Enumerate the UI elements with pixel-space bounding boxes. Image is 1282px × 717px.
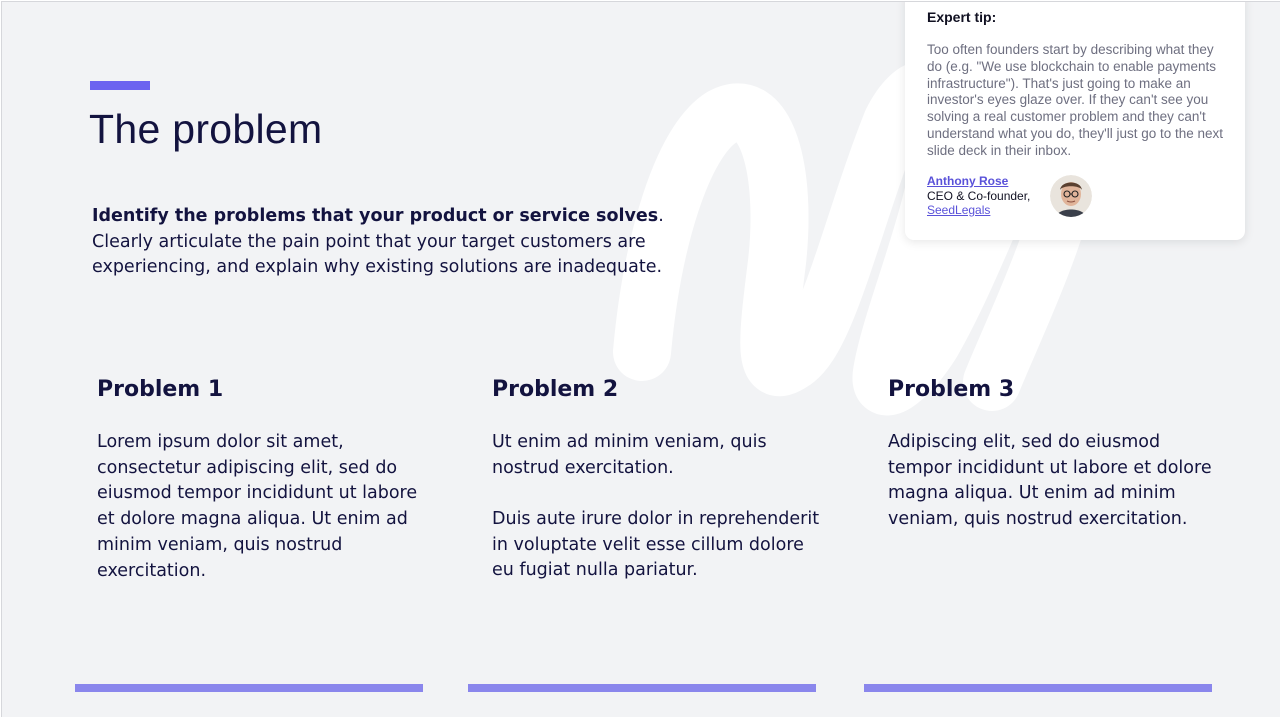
expert-tip-author bbox=[927, 174, 1030, 218]
page-title: The problem bbox=[89, 106, 323, 152]
expert-tip-body: Too often founders start by describing what they do (e.g. "We use blockchain to enable payments infrastructure"). That's just going to make an investor's eyes glaze over. If they can't see you solving a real customer problem and they can't understand what you do, they'll just go to the next slide deck in their inbox. bbox=[927, 42, 1224, 158]
intro-bold-text: Identify the problems that your product or service solves bbox=[92, 206, 659, 226]
problem-1-body bbox=[97, 430, 427, 584]
problem-2-paragraph-2: Duis aute irure dolor in reprehenderit in voluptate velit esse cillum dolore eu fugiat nulla pariatur. bbox=[492, 508, 820, 581]
problem-2-body bbox=[492, 430, 822, 584]
author-name-link[interactable]: Anthony Rose bbox=[927, 174, 1009, 188]
expert-tip-heading: Expert tip: bbox=[927, 9, 997, 25]
bottom-accent-bar-2 bbox=[468, 684, 816, 692]
bottom-accent-bar-3 bbox=[864, 684, 1212, 692]
bottom-accent-bar-1 bbox=[75, 684, 423, 692]
problem-3-title: Problem 3 bbox=[888, 377, 1015, 402]
author-role: CEO & Co-founder, bbox=[927, 188, 1031, 203]
person-photo-icon bbox=[1050, 175, 1092, 217]
problem-1-title: Problem 1 bbox=[97, 377, 224, 402]
author-company-link[interactable]: SeedLegals bbox=[927, 203, 991, 217]
intro-text bbox=[92, 204, 692, 281]
problem-2-title: Problem 2 bbox=[492, 377, 619, 402]
problem-2-paragraph-1: Ut enim ad minim veniam, quis nostrud exercitation. bbox=[492, 432, 767, 478]
problem-3-body bbox=[888, 430, 1218, 533]
problem-column-1 bbox=[97, 375, 427, 610]
problem-column-3 bbox=[888, 375, 1218, 558]
problem-1-paragraph-1: Lorem ipsum dolor sit amet, consectetur adipiscing elit, sed do eiusmod tempor incididunt ut labore et dolore magna aliqua. Ut enim ad minim veniam, quis nostrud exercitation. bbox=[97, 432, 418, 581]
problem-column-2 bbox=[492, 375, 822, 610]
intro-body-text: . Clearly articulate the pain point that your target customers are experiencing, and explain why existing solutions are inadequate. bbox=[92, 206, 664, 277]
expert-tip-card bbox=[905, 1, 1245, 240]
delete-tip-link[interactable] bbox=[1168, 1, 1223, 2]
slide bbox=[1, 1, 1280, 717]
problem-3-paragraph-1: Adipiscing elit, sed do eiusmod tempor incididunt ut labore et dolore magna aliqua. Ut enim ad minim veniam, quis nostrud exercitation. bbox=[888, 432, 1212, 530]
title-accent-bar bbox=[90, 81, 150, 90]
